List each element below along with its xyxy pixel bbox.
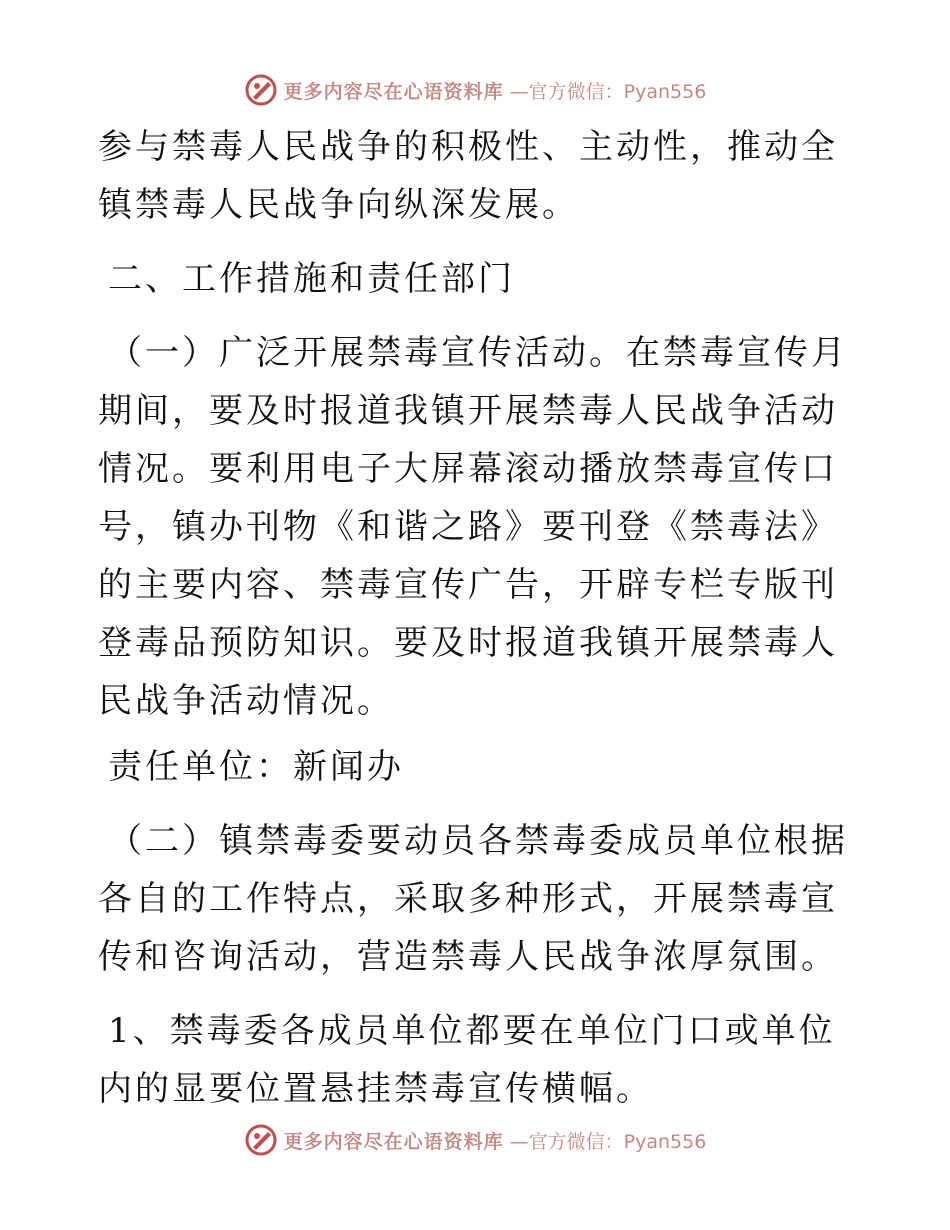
paragraph-point-one: 1、禁毒委各成员单位都要在单位门口或单位内的显要位置悬挂禁毒宣传横幅。	[98, 1011, 836, 1109]
responsible-unit: 责任单位：新闻办	[108, 747, 404, 787]
watermark-logo-icon	[244, 1123, 278, 1157]
paragraph-item-two: （二）镇禁毒委要动员各禁毒委成员单位根据各自的工作特点，采取多种形式，开展禁毒宣传和咨询活动，营造禁毒人民战争浓厚氛围。	[98, 821, 848, 977]
watermark-main-text: 更多内容尽在心语资料库	[283, 80, 504, 103]
watermark-contact-text: —官方微信：Pyan556	[509, 1130, 707, 1153]
paragraph-item-one: （一）广泛开展禁毒宣传活动。在禁毒宣传月期间，要及时报道我镇开展禁毒人民战争活动情况。要利用电子大屏幕滚动播放禁毒宣传口号，镇办刊物《和谐之路》要刊登《禁毒法》的主要内容、禁毒宣传广告，开辟专栏专版刊登毒品预防知识。要及时报道我镇开展禁毒人民战争活动情况。	[98, 333, 848, 721]
watermark-logo-icon	[244, 73, 278, 107]
footer-watermark	[0, 1120, 950, 1160]
header-watermark	[0, 70, 950, 110]
watermark-main-text: 更多内容尽在心语资料库	[283, 1130, 504, 1153]
document-body	[98, 118, 848, 1118]
paragraph-continuation: 参与禁毒人民战争的积极性、主动性，推动全镇禁毒人民战争向纵深发展。	[98, 127, 838, 225]
section-heading: 二、工作措施和责任部门	[108, 259, 515, 299]
watermark-contact-text: —官方微信：Pyan556	[509, 80, 707, 103]
